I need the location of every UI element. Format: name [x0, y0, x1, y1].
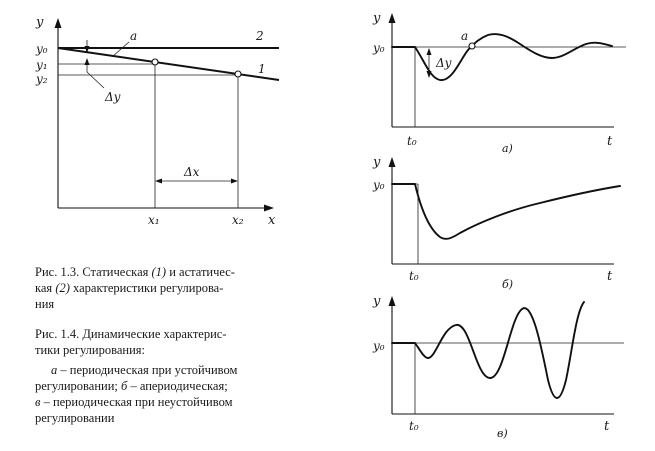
fig14b-sublabel: б) — [502, 278, 514, 291]
caption-fig14-line1: Рис. 1.4. Динамические характерис- — [35, 327, 227, 341]
fig13-dy-label: Δy — [105, 90, 121, 104]
fig14a-axis-y-label: y — [373, 11, 381, 26]
fig13-x1-label: x₁ — [148, 213, 160, 227]
fig14c-axis-y-label: y — [373, 294, 381, 309]
fig14b-t0-label: t₀ — [409, 269, 419, 283]
fig14b-y0-label: y₀ — [373, 178, 385, 192]
fig14a-sublabel: а) — [502, 142, 513, 155]
fig13-dy-leader — [87, 72, 104, 88]
caption-fig14-item-a: а – периодическая при устойчивом — [51, 363, 238, 377]
fig14a-point-label: a — [461, 29, 469, 43]
figure-1-3 — [35, 15, 279, 228]
fig14a-dy-label: Δy — [436, 56, 452, 70]
fig13-y-axis-arrow — [55, 18, 62, 28]
fig14b-axis-t-label: t — [607, 269, 613, 284]
fig14a-t0-label: t₀ — [407, 134, 417, 148]
fig14b-axis-y-label: y — [373, 155, 381, 170]
figure-1-4c — [372, 294, 624, 440]
fig14c-sublabel: в) — [497, 427, 508, 440]
fig13-axis-y-label: y — [36, 15, 44, 30]
fig14c-axis-t-label: t — [604, 419, 610, 434]
caption-fig14-line2: тики регулирования: — [35, 343, 145, 357]
fig14c-t0-label: t₀ — [409, 419, 419, 433]
figure-1-4b — [372, 155, 620, 291]
fig13-point-a1 — [152, 59, 158, 65]
fig13-point-label-a: a — [130, 29, 138, 43]
fig13-y2-label: y₂ — [36, 72, 48, 86]
fig14a-axis-t-label: t — [607, 134, 613, 149]
fig13-y1-label: y₁ — [36, 58, 48, 72]
fig13-x2-label: x₂ — [232, 213, 244, 227]
fig13-dx-label: Δx — [184, 165, 200, 179]
fig13-y0-label: y₀ — [36, 42, 48, 56]
fig14a-dy-arrow-top — [427, 48, 432, 55]
caption-fig14-item-c: в – периодическая при неустойчивом — [35, 395, 233, 409]
fig14b-curve — [392, 184, 620, 239]
caption-fig-1-3 — [35, 264, 235, 312]
fig14c-y0-label: y₀ — [373, 339, 385, 353]
caption-fig14-item-a-b: регулировании; б – апериодическая; — [35, 379, 228, 393]
fig14a-y0-label: y₀ — [373, 41, 385, 55]
fig14c-curve — [392, 302, 584, 398]
caption-fig14-item-c-2: регулировании — [35, 411, 115, 425]
fig14a-point-a — [469, 43, 475, 49]
fig13-x-axis-arrow — [264, 205, 274, 212]
fig13-line1-label: 1 — [258, 62, 266, 76]
caption-fig-1-4 — [35, 326, 237, 426]
fig14a-curve — [392, 34, 612, 80]
caption-fig13-line2: кая (2) характеристики регулирова- — [35, 281, 224, 295]
fig13-a-leader — [112, 42, 129, 57]
caption-fig13-line1: Рис. 1.3. Статическая (1) и астатичес- — [35, 265, 235, 279]
fig13-point-a2 — [235, 71, 241, 77]
figure-1-4a — [372, 11, 626, 155]
fig13-axis-x-label: x — [268, 213, 276, 228]
caption-fig13-line3: ния — [35, 297, 55, 311]
fig13-line2-label: 2 — [256, 29, 264, 43]
